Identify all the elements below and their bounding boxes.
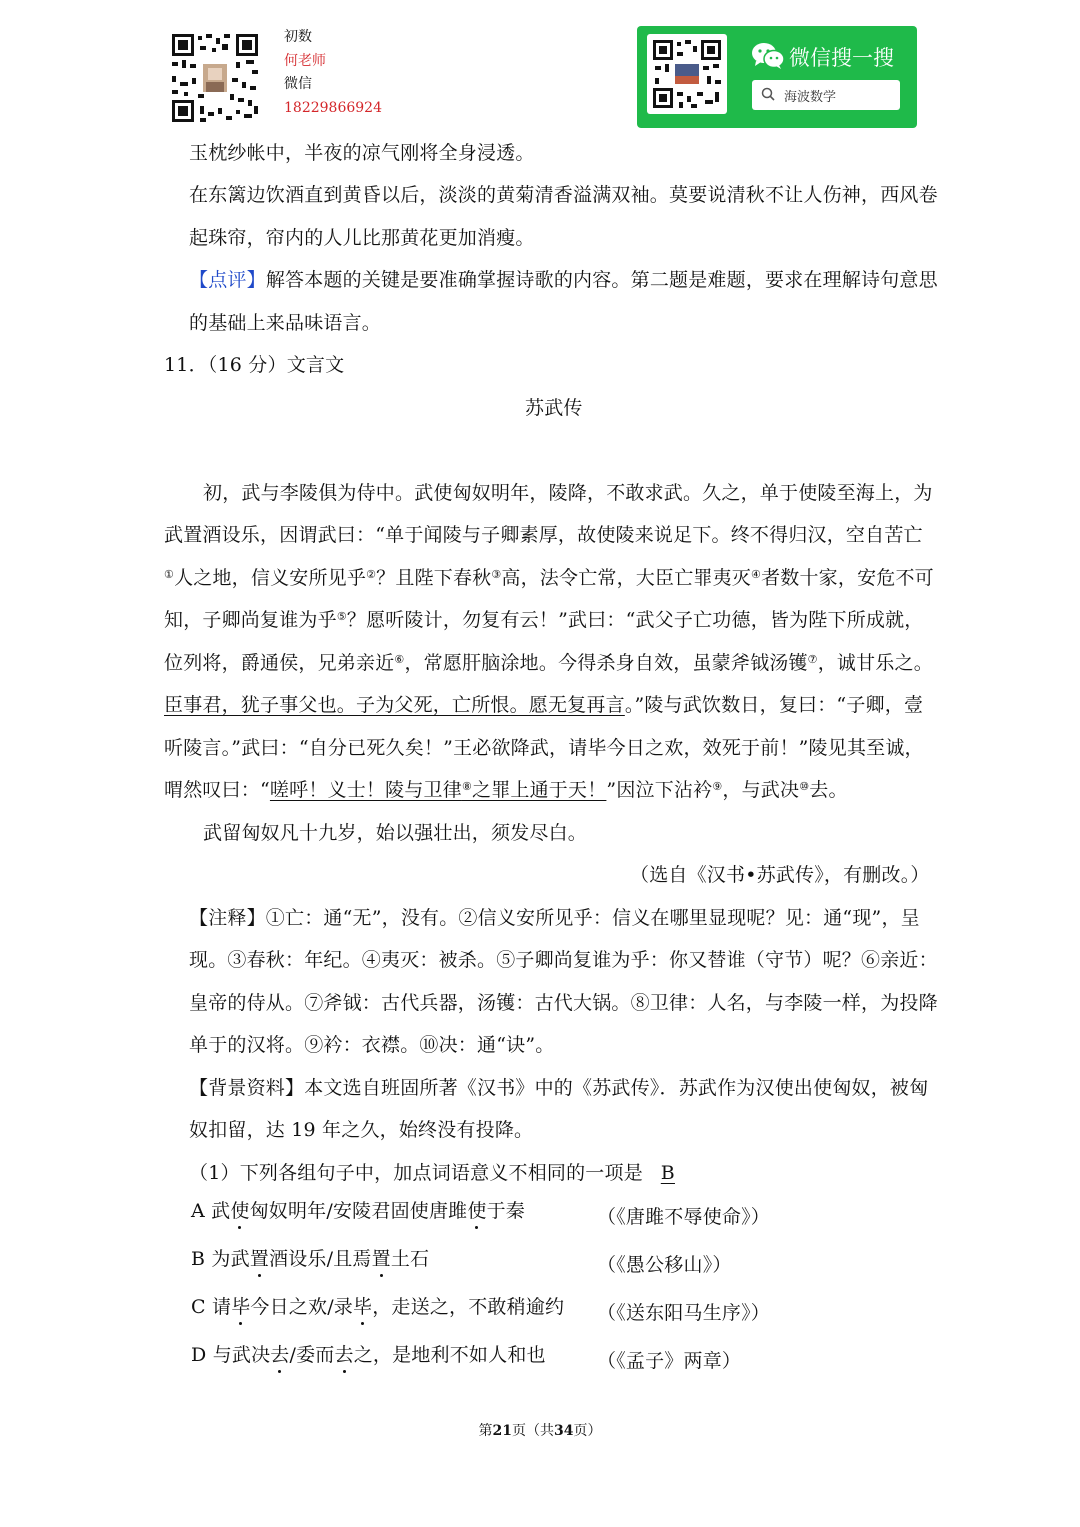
option-d-source: （《孟子》两章） [597, 1350, 742, 1372]
review-tag: 【点评】 [189, 269, 266, 291]
option-text: 匈奴明年/安陵君固使唐雎 [249, 1200, 468, 1222]
footer-text: 页） [573, 1423, 602, 1439]
footer-text: 第 [478, 1423, 493, 1439]
contact-teacher-name: 何老师 [284, 52, 326, 69]
page-number: 21 [492, 1423, 512, 1439]
passage-line-5 [164, 651, 933, 675]
review-line-2: 的基础上来品味语言。 [189, 312, 382, 334]
contact-info [284, 26, 382, 120]
question-11-heading: 11．（16 分）文言文 [164, 354, 345, 376]
option-b-source: （《愚公移山》） [597, 1254, 732, 1276]
search-icon [761, 87, 775, 101]
notes-line-2: 现。③春秋：年纪。④夷灭：被杀。⑤子卿尚复谁为乎：你又替谁（守节）呢？⑥亲近： [189, 949, 938, 971]
passage-line-3 [164, 566, 934, 590]
option-a [191, 1199, 525, 1223]
footnote-ref: ⑥ [394, 653, 405, 666]
page-footer [0, 1420, 1080, 1440]
dotted-word: 置 [371, 1248, 391, 1270]
option-c [191, 1295, 564, 1319]
passage-text: 高，法令亡常，大臣亡罪夷灭 [501, 567, 752, 589]
underlined-sentence-2 [270, 779, 606, 801]
sub-question-text: （1）下列各组句子中，加点词语意义不相同的一项是 [189, 1162, 643, 1184]
footnote-ref: ⑨ [712, 780, 723, 793]
footnote-ref: ③ [491, 568, 502, 581]
total-pages: 34 [554, 1423, 574, 1439]
passage-line-9: 武留匈奴凡十九岁，始以强壮出，须发尽白。 [203, 822, 588, 844]
wechat-search-card [637, 26, 917, 128]
contact-line-subject: 初数 [284, 29, 312, 45]
wechat-search-text: 海波数学 [784, 90, 837, 105]
passage-line-7: 听陵言。”武曰：“自分已死久矣！”王必欲降武，请毕今日之欢，效死于前！”陵见其至诚， [164, 737, 924, 759]
footer-text: 页（共 [512, 1423, 554, 1439]
option-a-source: （《唐雎不辱使命》） [597, 1206, 771, 1228]
option-d [191, 1343, 546, 1367]
footnote-ref: ④ [751, 568, 762, 581]
option-text: 今日之欢/录 [250, 1296, 354, 1318]
passage-text: ，诚甘乐之。 [817, 652, 933, 674]
translation-line-1: 玉枕纱帐中，半夜的凉气刚将全身浸透。 [189, 142, 535, 164]
option-letter: B [191, 1248, 206, 1270]
background-line-1: 【背景资料】本文选自班固所著《汉书》中的《苏武传》．苏武作为汉使出使匈奴，被匈 [189, 1077, 929, 1099]
passage-line-6 [164, 693, 923, 717]
passage-text: 之罪上通于天！ [472, 779, 607, 801]
passage-text: 去。 [809, 779, 848, 801]
passage-text: 者数十家，安危不可 [761, 567, 934, 589]
wechat-logo-icon [751, 42, 785, 70]
passage-text: 位列将，爵通侯，兄弟亲近 [164, 652, 395, 674]
option-b [191, 1247, 429, 1271]
dotted-word: 使 [230, 1200, 250, 1222]
footnote-ref: ⑩ [799, 780, 810, 793]
notes-line-1: 【注释】①亡：通“无”，没有。②信义安所见乎：信义在哪里显现呢？见：通“现”，呈 [189, 907, 920, 929]
option-text: /委而 [289, 1344, 335, 1366]
dotted-word: 使 [467, 1200, 487, 1222]
passage-text: ？且陛下春秋 [376, 567, 492, 589]
option-text: 为武 [211, 1248, 250, 1270]
option-text: 土石 [390, 1248, 430, 1270]
dotted-word: 去 [270, 1344, 290, 1366]
passage-text: ？愿听陵计，勿复有云！”武曰：“武父子亡功德，皆为陛下所成就， [346, 609, 924, 631]
passage-text: ，常愿肝脑涂地。今得杀身自效，虽蒙斧钺汤镬 [404, 652, 808, 674]
option-text: 武 [211, 1200, 231, 1222]
qr-code-image [170, 32, 260, 124]
review-text: 解答本题的关键是要准确掌握诗歌的内容。第二题是难题，要求在理解诗句意思 [265, 269, 938, 291]
contact-line-wechat: 微信 [284, 76, 312, 92]
footnote-ref: ① [164, 568, 175, 581]
option-text: 于秦 [486, 1200, 525, 1222]
wechat-search-box[interactable] [752, 80, 900, 110]
option-text: 酒设乐/且焉 [269, 1248, 372, 1270]
wechat-qr-code [647, 34, 727, 114]
translation-line-2: 在东篱边饮酒直到黄昏以后，淡淡的黄菊清香溢满双袖。莫要说清秋不让人伤神，西风卷 [189, 184, 938, 206]
footnote-ref: ⑤ [336, 610, 347, 623]
notes-line-4: 单于的汉将。⑨衿：衣襟。⑩决：通“诀”。 [189, 1034, 555, 1056]
dotted-word: 毕 [231, 1296, 251, 1318]
passage-line-1: 初，武与李陵俱为侍中。武使匈奴明年，陵降，不敢求武。久之，单于使陵至海上，为 [203, 482, 933, 504]
passage-text: 喟然叹曰：“ [164, 779, 270, 801]
passage-text: 嗟呼！义士！陵与卫律 [269, 779, 462, 801]
passage-text: 。”陵与武饮数日，复曰：“子卿，壹 [624, 694, 924, 716]
contact-phone: 18229866924 [284, 99, 382, 116]
option-text: 与武决 [212, 1344, 271, 1366]
passage-title: 苏武传 [525, 397, 583, 419]
option-text: 请 [212, 1296, 232, 1318]
passage-line-4 [164, 608, 924, 632]
option-letter: A [191, 1200, 205, 1222]
option-letter: C [191, 1296, 206, 1318]
underlined-sentence-1: 臣事君，犹子事父也。子为父死，亡所恨。愿无复再言 [164, 694, 625, 716]
notes-line-3: 皇帝的侍从。⑦斧钺：古代兵器，汤镬：古代大锅。⑧卫律：人名，与李陵一样，为投降 [189, 992, 938, 1014]
passage-text: 人之地，信义安所见乎 [174, 567, 367, 589]
wechat-search-title: 微信搜一搜 [789, 46, 894, 70]
footnote-ref: ⑧ [461, 780, 472, 793]
option-c-source: （《送东阳马生序》） [597, 1302, 771, 1324]
review-line-1 [189, 268, 938, 292]
passage-text: 知，子卿尚复谁为乎 [164, 609, 337, 631]
passage-text: ”因泣下沾衿 [606, 779, 713, 801]
option-text: 之，是地利不如人和也 [353, 1344, 546, 1366]
background-line-2: 奴扣留，达 19 年之久，始终没有投降。 [189, 1119, 534, 1141]
translation-line-3: 起珠帘，帘内的人儿比那黄花更加消瘦。 [189, 227, 535, 249]
footnote-ref: ⑦ [807, 653, 818, 666]
passage-line-8 [164, 778, 848, 802]
dotted-word: 置 [249, 1248, 270, 1270]
footnote-ref: ② [366, 568, 377, 581]
option-letter: D [191, 1344, 207, 1366]
passage-source: （选自《汉书•苏武传》，有删改。） [630, 864, 930, 886]
passage-text: ，与武决 [722, 779, 800, 801]
dotted-word: 毕 [353, 1296, 373, 1318]
sub-question-1 [189, 1161, 693, 1185]
passage-line-2: 武置酒设乐，因谓武曰：“单于闻陵与子卿素厚，故使陵来说足下。终不得归汉，空自苦亡 [164, 524, 923, 546]
dotted-word: 去 [334, 1344, 354, 1366]
option-text: ，走送之，不敢稍逾约 [372, 1296, 565, 1318]
sub-question-answer: B [660, 1162, 675, 1184]
